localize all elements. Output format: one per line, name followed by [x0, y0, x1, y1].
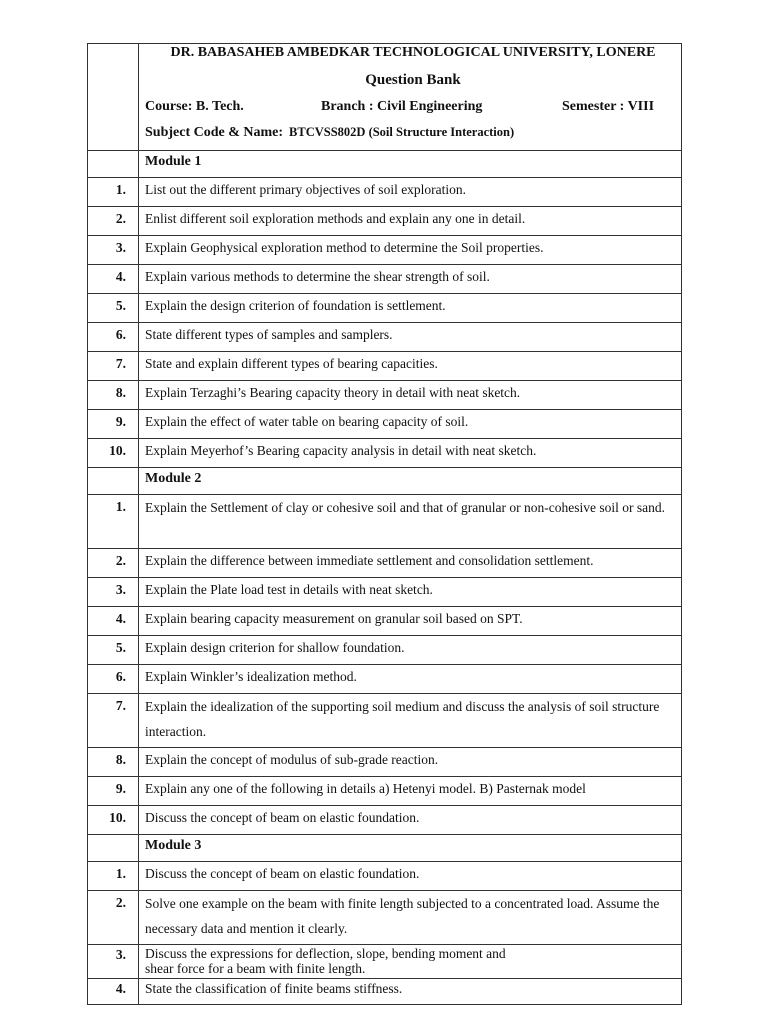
question-number: 4.: [88, 265, 139, 294]
question-text: State and explain different types of bearing capacities.: [139, 352, 682, 381]
question-row: [88, 439, 682, 468]
question-row: [88, 891, 682, 945]
question-text: Explain the concept of modulus of sub-grade reaction.: [139, 748, 682, 777]
question-number: 6.: [88, 323, 139, 352]
question-row: [88, 945, 682, 979]
question-text: Discuss the concept of beam on elastic foundation.: [139, 862, 682, 891]
question-number: 8.: [88, 748, 139, 777]
header-empty-cell: [88, 44, 139, 151]
subject-label: Subject Code & Name:: [145, 125, 284, 140]
question-text: Explain various methods to determine the shear strength of soil.: [139, 265, 682, 294]
question-number: 4.: [88, 979, 139, 1005]
question-text: State different types of samples and samplers.: [139, 323, 682, 352]
question-text: State the classification of finite beams stiffness.: [139, 979, 682, 1005]
question-text: Explain the design criterion of foundation is settlement.: [139, 294, 682, 323]
question-row: [88, 748, 682, 777]
question-number: 9.: [88, 410, 139, 439]
question-number: 10.: [88, 806, 139, 835]
question-bank-table: [87, 43, 682, 1005]
question-row: [88, 578, 682, 607]
question-row: [88, 265, 682, 294]
question-row: [88, 806, 682, 835]
question-text: Solve one example on the beam with finite length subjected to a concentrated load. Assume the necessary data and mention it clearly.: [139, 891, 682, 945]
question-text: Discuss the concept of beam on elastic foundation.: [139, 806, 682, 835]
question-row: [88, 979, 682, 1005]
question-number: 1.: [88, 862, 139, 891]
question-row: [88, 207, 682, 236]
question-text: Explain any one of the following in details a) Hetenyi model. B) Pasternak model: [139, 777, 682, 806]
module-heading-row: [88, 151, 682, 178]
question-row: [88, 636, 682, 665]
question-row: [88, 352, 682, 381]
question-number: 1.: [88, 178, 139, 207]
question-text: Explain Geophysical exploration method to determine the Soil properties.: [139, 236, 682, 265]
question-row: [88, 665, 682, 694]
question-number: 8.: [88, 381, 139, 410]
question-number: 3.: [88, 945, 139, 979]
question-text: Explain the effect of water table on bearing capacity of soil.: [139, 410, 682, 439]
question-number: 2.: [88, 549, 139, 578]
question-number: 10.: [88, 439, 139, 468]
question-row: [88, 495, 682, 549]
document-title: Question Bank: [365, 72, 461, 88]
question-number: 5.: [88, 294, 139, 323]
question-row: [88, 381, 682, 410]
module-title: Module 2: [139, 468, 682, 495]
question-number: 4.: [88, 607, 139, 636]
course-label: Course: B. Tech.: [145, 99, 244, 114]
question-row: [88, 410, 682, 439]
question-text: Explain bearing capacity measurement on granular soil based on SPT.: [139, 607, 682, 636]
question-text: Explain the Settlement of clay or cohesive soil and that of granular or non-cohesive soil or sand.: [139, 495, 682, 549]
module-heading-row: [88, 835, 682, 862]
subject-line: [145, 124, 681, 141]
branch-label: Branch : Civil Engineering: [321, 99, 483, 114]
question-row: [88, 607, 682, 636]
header-cell: [139, 44, 682, 151]
question-text: Explain design criterion for shallow foundation.: [139, 636, 682, 665]
question-number: 9.: [88, 777, 139, 806]
question-text: Explain Meyerhof’s Bearing capacity analysis in detail with neat sketch.: [139, 439, 682, 468]
question-number: 7.: [88, 352, 139, 381]
question-number: 2.: [88, 891, 139, 945]
semester-label: Semester : VIII: [562, 99, 655, 114]
question-number: 1.: [88, 495, 139, 549]
question-number: 3.: [88, 578, 139, 607]
question-text: Explain Winkler’s idealization method.: [139, 665, 682, 694]
question-text: Enlist different soil exploration methods and explain any one in detail.: [139, 207, 682, 236]
header-row: [88, 44, 682, 151]
question-text: Explain Terzaghi’s Bearing capacity theory in detail with neat sketch.: [139, 381, 682, 410]
question-number: 3.: [88, 236, 139, 265]
module-title: Module 3: [139, 835, 682, 862]
question-row: [88, 694, 682, 748]
university-name: DR. BABASAHEB AMBEDKAR TECHNOLOGICAL UNIVERSITY, LONERE: [170, 45, 656, 60]
question-row: [88, 178, 682, 207]
question-row: [88, 862, 682, 891]
question-row: [88, 777, 682, 806]
subject-code: BTCVSS802D (Soil Structure Interaction): [289, 125, 515, 139]
question-number: 5.: [88, 636, 139, 665]
question-number: 6.: [88, 665, 139, 694]
question-number: 7.: [88, 694, 139, 748]
question-text: Explain the difference between immediate settlement and consolidation settlement.: [139, 549, 682, 578]
question-text: List out the different primary objectives of soil exploration.: [139, 178, 682, 207]
question-row: [88, 294, 682, 323]
question-row: [88, 323, 682, 352]
question-row: [88, 549, 682, 578]
module-heading-row: [88, 468, 682, 495]
question-text: Explain the Plate load test in details with neat sketch.: [139, 578, 682, 607]
course-info-line: [145, 99, 681, 115]
question-row: [88, 236, 682, 265]
question-text: Discuss the expressions for deflection, slope, bending moment and shear force for a beam with finite length.: [139, 945, 682, 979]
question-number: 2.: [88, 207, 139, 236]
question-text: Explain the idealization of the supporting soil medium and discuss the analysis of soil structure interaction.: [139, 694, 682, 748]
module-title: Module 1: [139, 151, 682, 178]
